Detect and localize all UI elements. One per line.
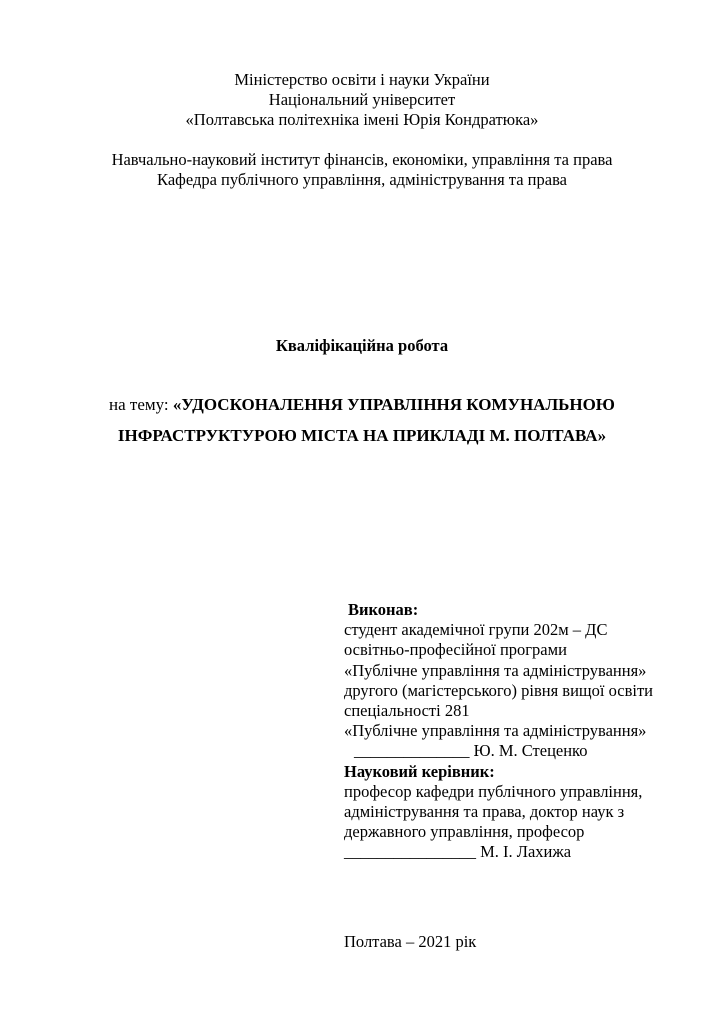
author-block — [344, 600, 704, 863]
city-year: Полтава – 2021 рік — [344, 932, 477, 951]
topic-line-1 — [0, 395, 724, 415]
university-label: Національний університет — [268, 90, 456, 109]
topic-title-part-1: «УДОСКОНАЛЕННЯ УПРАВЛІННЯ КОМУНАЛЬНОЮ — [172, 395, 615, 414]
topic-prefix: на тему: — [109, 395, 173, 414]
author-line: студент академічної групи 202м – ДС — [344, 620, 608, 640]
institute-name: Навчально-науковий інститут фінансів, економіки, управління та права — [111, 150, 613, 169]
supervisor-line: державного управління, професор — [344, 822, 585, 842]
author-line: «Публічне управління та адміністрування» — [344, 660, 647, 680]
ministry-name: Міністерство освіти і науки України — [234, 70, 490, 89]
topic-line-2: ІНФРАСТРУКТУРОЮ МІСТА НА ПРИКЛАДІ М. ПОЛТАВА» — [117, 426, 607, 445]
author-line: спеціальності 281 — [344, 701, 470, 721]
department-name: Кафедра публічного управління, адміністрування та права — [157, 170, 567, 189]
supervisor-line: адміністрування та права, доктор наук з — [344, 802, 625, 822]
author-line: другого (магістерського) рівня вищої освіти — [344, 680, 653, 700]
supervisor-line: професор кафедри публічного управління, — [344, 781, 643, 801]
author-line: «Публічне управління та адміністрування» — [344, 721, 647, 741]
work-type-heading: Кваліфікаційна робота — [275, 336, 449, 355]
author-line: освітньо-професійної програми — [344, 640, 567, 660]
supervisor-label: Науковий керівник: — [344, 761, 495, 781]
author-signature: ______________ Ю. М. Стеценко — [354, 741, 588, 761]
university-name: «Полтавська політехніка імені Юрія Кондратюка» — [185, 110, 539, 129]
author-label: Виконав: — [348, 600, 419, 619]
supervisor-signature: ________________ М. І. Лахижа — [344, 842, 572, 862]
